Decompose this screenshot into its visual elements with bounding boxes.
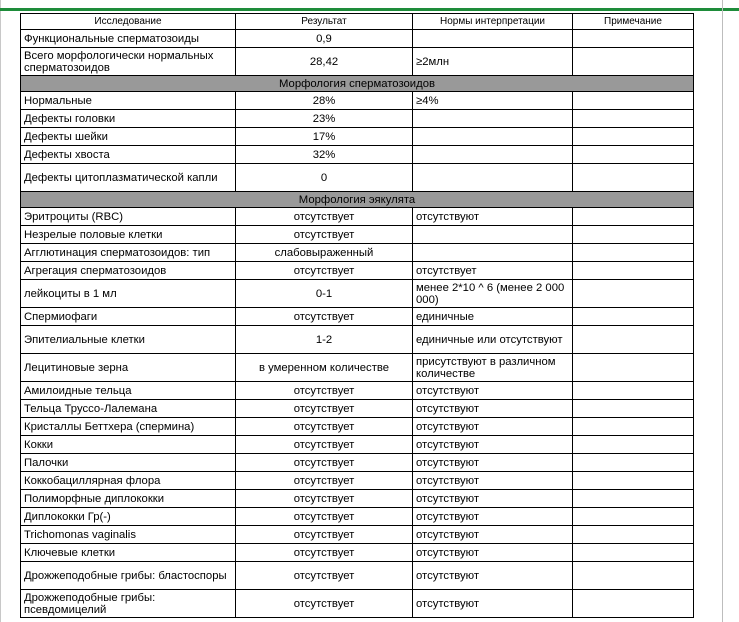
norm-cell: отсутствуют (413, 418, 573, 436)
header-note: Примечание (573, 14, 694, 30)
note-cell (573, 280, 694, 308)
norm-cell: отсутствуют (413, 544, 573, 562)
table-row (21, 562, 694, 590)
table-row (21, 400, 694, 418)
test-name-cell: Дефекты цитоплазматической капли (21, 164, 236, 192)
table-row (21, 308, 694, 326)
table-row (21, 418, 694, 436)
test-name-cell: Коккобациллярная флора (21, 472, 236, 490)
norm-cell: отсутствуют (413, 472, 573, 490)
result-cell: отсутствует (236, 454, 413, 472)
norm-cell (413, 110, 573, 128)
table-row (21, 226, 694, 244)
note-cell (573, 472, 694, 490)
note-cell (573, 308, 694, 326)
table-body (21, 30, 694, 618)
note-cell (573, 128, 694, 146)
top-accent-bar (0, 8, 739, 11)
test-name-cell: Лецитиновые зерна (21, 354, 236, 382)
note-cell (573, 490, 694, 508)
result-cell: отсутствует (236, 490, 413, 508)
note-cell (573, 400, 694, 418)
table-row (21, 354, 694, 382)
test-name-cell: Палочки (21, 454, 236, 472)
note-cell (573, 526, 694, 544)
right-page-edge (722, 0, 723, 622)
table-row (21, 490, 694, 508)
norm-cell: отсутствуют (413, 400, 573, 418)
test-name-cell: Диплококки Гр(-) (21, 508, 236, 526)
result-cell: отсутствует (236, 562, 413, 590)
table-row (21, 30, 694, 48)
result-cell: отсутствует (236, 226, 413, 244)
result-cell: отсутствует (236, 508, 413, 526)
norm-cell (413, 146, 573, 164)
test-name-cell: Дрожжеподобные грибы: бластоспоры (21, 562, 236, 590)
table-row (21, 436, 694, 454)
note-cell (573, 92, 694, 110)
result-cell: отсутствует (236, 382, 413, 400)
result-cell: отсутствует (236, 544, 413, 562)
section-row (21, 192, 694, 208)
test-name-cell: Функциональные сперматозоиды (21, 30, 236, 48)
table-row (21, 262, 694, 280)
norm-cell: отсутствуют (413, 508, 573, 526)
norm-cell (413, 164, 573, 192)
norm-cell: отсутствуют (413, 562, 573, 590)
result-cell: 28% (236, 92, 413, 110)
result-cell: 0 (236, 164, 413, 192)
table-row (21, 280, 694, 308)
norm-cell (413, 128, 573, 146)
test-name-cell: Агглютинация сперматозоидов: тип (21, 244, 236, 262)
result-cell: отсутствует (236, 208, 413, 226)
note-cell (573, 562, 694, 590)
table-row (21, 92, 694, 110)
result-cell: слабовыраженный (236, 244, 413, 262)
table-row (21, 110, 694, 128)
result-cell: в умеренном количестве (236, 354, 413, 382)
result-cell: отсутствует (236, 590, 413, 618)
note-cell (573, 418, 694, 436)
norm-cell: менее 2*10 ^ 6 (менее 2 000 000) (413, 280, 573, 308)
test-name-cell: Кокки (21, 436, 236, 454)
result-cell: отсутствует (236, 472, 413, 490)
note-cell (573, 226, 694, 244)
norm-cell: отсутствуют (413, 382, 573, 400)
header-norms: Нормы интерпретации (413, 14, 573, 30)
result-cell: отсутствует (236, 400, 413, 418)
table-row (21, 164, 694, 192)
table-row (21, 508, 694, 526)
section-title: Морфология сперматозоидов (21, 76, 694, 92)
norm-cell: отсутствуют (413, 208, 573, 226)
note-cell (573, 508, 694, 526)
section-row (21, 76, 694, 92)
norm-cell: единичные (413, 308, 573, 326)
table-row (21, 472, 694, 490)
note-cell (573, 590, 694, 618)
norm-cell: отсутствуют (413, 526, 573, 544)
table-row (21, 208, 694, 226)
note-cell (573, 30, 694, 48)
test-name-cell: Незрелые половые клетки (21, 226, 236, 244)
test-name-cell: Trichomonas vaginalis (21, 526, 236, 544)
result-cell: отсутствует (236, 436, 413, 454)
section-title: Морфология эякулята (21, 192, 694, 208)
test-name-cell: Кристаллы Беттхера (спермина) (21, 418, 236, 436)
norm-cell (413, 244, 573, 262)
note-cell (573, 382, 694, 400)
note-cell (573, 326, 694, 354)
result-cell: отсутствует (236, 526, 413, 544)
table-row (21, 326, 694, 354)
table-row (21, 526, 694, 544)
note-cell (573, 262, 694, 280)
test-name-cell: Дефекты головки (21, 110, 236, 128)
results-table (20, 13, 694, 618)
test-name-cell: Дефекты хвоста (21, 146, 236, 164)
result-cell: 23% (236, 110, 413, 128)
note-cell (573, 164, 694, 192)
norm-cell: отсутствуют (413, 590, 573, 618)
result-cell: 1-2 (236, 326, 413, 354)
test-name-cell: Амилоидные тельца (21, 382, 236, 400)
result-cell: 32% (236, 146, 413, 164)
norm-cell: отсутствуют (413, 454, 573, 472)
result-cell: 17% (236, 128, 413, 146)
table-header-row (21, 14, 694, 30)
note-cell (573, 208, 694, 226)
table-row (21, 544, 694, 562)
header-result: Результат (236, 14, 413, 30)
note-cell (573, 454, 694, 472)
norm-cell: отсутствуют (413, 436, 573, 454)
norm-cell: единичные или отсутствуют (413, 326, 573, 354)
norm-cell: отсутствуют (413, 490, 573, 508)
test-name-cell: Дрожжеподобные грибы: псевдомицелий (21, 590, 236, 618)
note-cell (573, 244, 694, 262)
result-cell: отсутствует (236, 308, 413, 326)
norm-cell: ≥2млн (413, 48, 573, 76)
test-name-cell: Эпителиальные клетки (21, 326, 236, 354)
result-cell: отсутствует (236, 262, 413, 280)
norm-cell: присутствуют в различном количестве (413, 354, 573, 382)
left-page-edge (0, 0, 1, 622)
result-cell: 0-1 (236, 280, 413, 308)
table-row (21, 590, 694, 618)
note-cell (573, 544, 694, 562)
note-cell (573, 354, 694, 382)
test-name-cell: Полиморфные диплококки (21, 490, 236, 508)
test-name-cell: Агрегация сперматозоидов (21, 262, 236, 280)
test-name-cell: Нормальные (21, 92, 236, 110)
table-row (21, 128, 694, 146)
test-name-cell: Эритроциты (RBC) (21, 208, 236, 226)
table-row (21, 48, 694, 76)
header-test: Исследование (21, 14, 236, 30)
test-name-cell: лейкоциты в 1 мл (21, 280, 236, 308)
test-name-cell: Ключевые клетки (21, 544, 236, 562)
test-name-cell: Всего морфологически нормальных сперматозоидов (21, 48, 236, 76)
result-cell: 0,9 (236, 30, 413, 48)
result-cell: 28,42 (236, 48, 413, 76)
note-cell (573, 110, 694, 128)
table-row (21, 382, 694, 400)
table-row (21, 146, 694, 164)
norm-cell (413, 30, 573, 48)
norm-cell (413, 226, 573, 244)
test-name-cell: Тельца Труссо-Лалемана (21, 400, 236, 418)
note-cell (573, 48, 694, 76)
test-name-cell: Дефекты шейки (21, 128, 236, 146)
table-row (21, 244, 694, 262)
table-row (21, 454, 694, 472)
note-cell (573, 146, 694, 164)
test-name-cell: Спермиофаги (21, 308, 236, 326)
result-cell: отсутствует (236, 418, 413, 436)
norm-cell: отсутствует (413, 262, 573, 280)
note-cell (573, 436, 694, 454)
norm-cell: ≥4% (413, 92, 573, 110)
